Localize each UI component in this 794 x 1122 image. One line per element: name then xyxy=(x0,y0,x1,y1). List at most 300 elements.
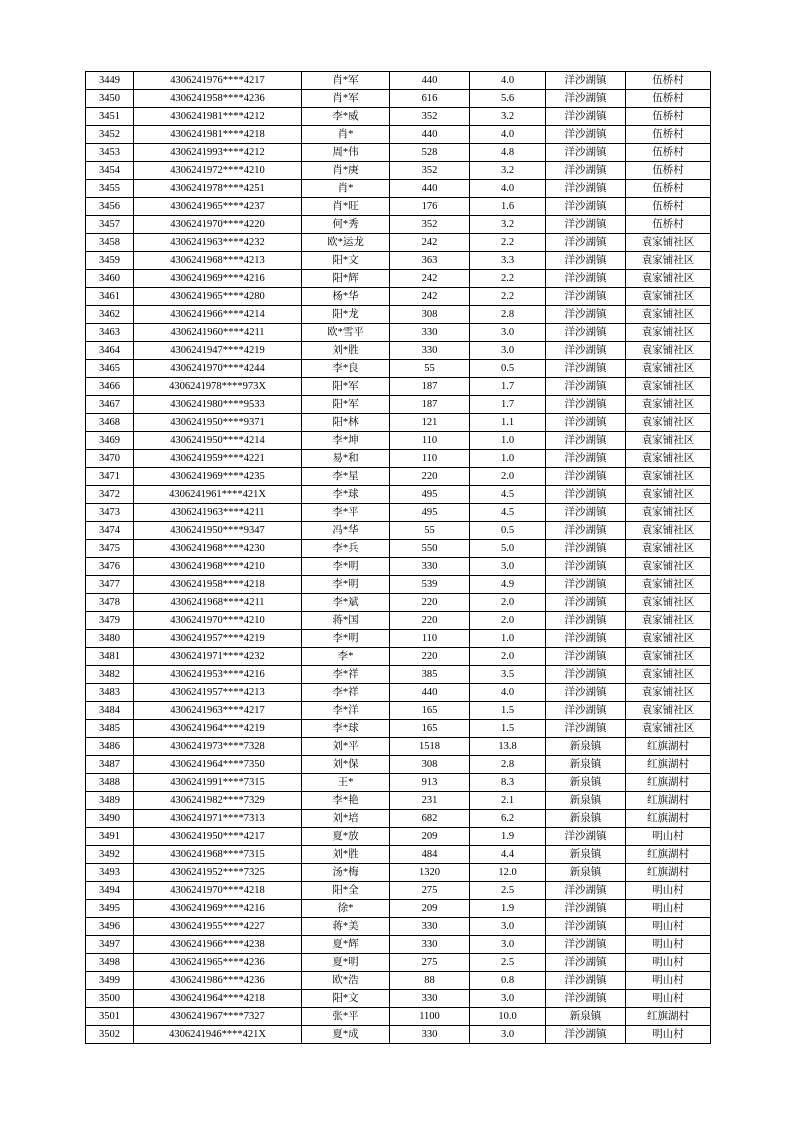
cell-masked-id-number: 4306241976****4217 xyxy=(134,72,302,90)
cell-rate: 3.0 xyxy=(470,918,546,936)
cell-town: 洋沙湖镇 xyxy=(546,342,626,360)
cell-amount: 1518 xyxy=(390,738,470,756)
cell-rate: 3.5 xyxy=(470,666,546,684)
cell-village: 袁家铺社区 xyxy=(626,468,711,486)
cell-masked-name: 欧*浩 xyxy=(302,972,390,990)
cell-rate: 3.3 xyxy=(470,252,546,270)
table-row xyxy=(86,270,711,288)
cell-town: 洋沙湖镇 xyxy=(546,108,626,126)
cell-rate: 3.0 xyxy=(470,342,546,360)
table-row xyxy=(86,522,711,540)
cell-amount: 242 xyxy=(390,288,470,306)
cell-amount: 55 xyxy=(390,360,470,378)
cell-village: 袁家铺社区 xyxy=(626,396,711,414)
cell-serial-number: 3469 xyxy=(86,432,134,450)
cell-rate: 1.9 xyxy=(470,828,546,846)
cell-rate: 4.0 xyxy=(470,126,546,144)
cell-amount: 1100 xyxy=(390,1008,470,1026)
cell-masked-name: 蒋*国 xyxy=(302,612,390,630)
cell-masked-name: 李*斌 xyxy=(302,594,390,612)
cell-masked-id-number: 4306241966****4238 xyxy=(134,936,302,954)
cell-rate: 3.2 xyxy=(470,216,546,234)
cell-rate: 1.7 xyxy=(470,378,546,396)
cell-amount: 682 xyxy=(390,810,470,828)
cell-amount: 330 xyxy=(390,1026,470,1044)
cell-masked-id-number: 4306241964****4218 xyxy=(134,990,302,1008)
cell-masked-name: 阳*辉 xyxy=(302,270,390,288)
cell-amount: 242 xyxy=(390,270,470,288)
cell-town: 洋沙湖镇 xyxy=(546,486,626,504)
cell-masked-id-number: 4306241980****9533 xyxy=(134,396,302,414)
cell-rate: 1.1 xyxy=(470,414,546,432)
cell-rate: 2.8 xyxy=(470,756,546,774)
cell-masked-name: 刘*培 xyxy=(302,810,390,828)
cell-rate: 13.8 xyxy=(470,738,546,756)
cell-serial-number: 3482 xyxy=(86,666,134,684)
cell-rate: 4.4 xyxy=(470,846,546,864)
cell-serial-number: 3488 xyxy=(86,774,134,792)
cell-amount: 209 xyxy=(390,900,470,918)
cell-town: 洋沙湖镇 xyxy=(546,414,626,432)
cell-rate: 0.8 xyxy=(470,972,546,990)
table-row xyxy=(86,306,711,324)
cell-serial-number: 3470 xyxy=(86,450,134,468)
cell-serial-number: 3491 xyxy=(86,828,134,846)
cell-town: 洋沙湖镇 xyxy=(546,306,626,324)
cell-serial-number: 3453 xyxy=(86,144,134,162)
table-row xyxy=(86,702,711,720)
cell-amount: 528 xyxy=(390,144,470,162)
cell-town: 洋沙湖镇 xyxy=(546,594,626,612)
cell-amount: 352 xyxy=(390,108,470,126)
cell-amount: 1320 xyxy=(390,864,470,882)
cell-town: 洋沙湖镇 xyxy=(546,270,626,288)
cell-amount: 220 xyxy=(390,612,470,630)
cell-amount: 330 xyxy=(390,918,470,936)
cell-town: 新泉镇 xyxy=(546,756,626,774)
cell-masked-name: 肖* xyxy=(302,180,390,198)
cell-masked-name: 刘*平 xyxy=(302,738,390,756)
cell-serial-number: 3497 xyxy=(86,936,134,954)
cell-village: 伍桥村 xyxy=(626,108,711,126)
cell-amount: 110 xyxy=(390,450,470,468)
table-row xyxy=(86,918,711,936)
table-row xyxy=(86,450,711,468)
cell-amount: 330 xyxy=(390,936,470,954)
cell-town: 新泉镇 xyxy=(546,1008,626,1026)
cell-masked-name: 夏*明 xyxy=(302,954,390,972)
cell-masked-name: 徐* xyxy=(302,900,390,918)
cell-village: 红旗湖村 xyxy=(626,792,711,810)
cell-masked-id-number: 4306241971****4232 xyxy=(134,648,302,666)
cell-serial-number: 3461 xyxy=(86,288,134,306)
cell-town: 洋沙湖镇 xyxy=(546,432,626,450)
cell-serial-number: 3485 xyxy=(86,720,134,738)
cell-serial-number: 3468 xyxy=(86,414,134,432)
cell-town: 洋沙湖镇 xyxy=(546,144,626,162)
cell-amount: 275 xyxy=(390,882,470,900)
cell-masked-id-number: 4306241965****4280 xyxy=(134,288,302,306)
cell-village: 红旗湖村 xyxy=(626,810,711,828)
cell-village: 伍桥村 xyxy=(626,216,711,234)
table-row xyxy=(86,324,711,342)
cell-town: 洋沙湖镇 xyxy=(546,828,626,846)
cell-masked-name: 李*明 xyxy=(302,558,390,576)
cell-amount: 539 xyxy=(390,576,470,594)
table-row xyxy=(86,72,711,90)
cell-village: 伍桥村 xyxy=(626,126,711,144)
cell-masked-id-number: 4306241963****4211 xyxy=(134,504,302,522)
cell-masked-name: 李*星 xyxy=(302,468,390,486)
cell-rate: 2.0 xyxy=(470,594,546,612)
cell-town: 洋沙湖镇 xyxy=(546,378,626,396)
cell-serial-number: 3494 xyxy=(86,882,134,900)
cell-masked-name: 张*平 xyxy=(302,1008,390,1026)
cell-town: 洋沙湖镇 xyxy=(546,972,626,990)
cell-village: 明山村 xyxy=(626,828,711,846)
cell-amount: 110 xyxy=(390,630,470,648)
cell-town: 洋沙湖镇 xyxy=(546,288,626,306)
cell-village: 袁家铺社区 xyxy=(626,306,711,324)
table-row xyxy=(86,882,711,900)
cell-village: 袁家铺社区 xyxy=(626,450,711,468)
table-row xyxy=(86,576,711,594)
cell-rate: 2.8 xyxy=(470,306,546,324)
cell-serial-number: 3481 xyxy=(86,648,134,666)
cell-rate: 2.0 xyxy=(470,468,546,486)
cell-masked-name: 周*伟 xyxy=(302,144,390,162)
cell-village: 袁家铺社区 xyxy=(626,234,711,252)
cell-masked-id-number: 4306241950****4217 xyxy=(134,828,302,846)
cell-village: 红旗湖村 xyxy=(626,738,711,756)
cell-amount: 385 xyxy=(390,666,470,684)
table-row xyxy=(86,954,711,972)
cell-masked-id-number: 4306241981****4212 xyxy=(134,108,302,126)
cell-masked-name: 肖*旺 xyxy=(302,198,390,216)
cell-masked-id-number: 4306241970****4210 xyxy=(134,612,302,630)
cell-masked-name: 肖*庚 xyxy=(302,162,390,180)
cell-amount: 440 xyxy=(390,684,470,702)
table-row xyxy=(86,468,711,486)
table-row xyxy=(86,648,711,666)
cell-masked-name: 夏*辉 xyxy=(302,936,390,954)
cell-amount: 308 xyxy=(390,756,470,774)
cell-serial-number: 3492 xyxy=(86,846,134,864)
table-row xyxy=(86,864,711,882)
cell-masked-id-number: 4306241973****7328 xyxy=(134,738,302,756)
cell-serial-number: 3455 xyxy=(86,180,134,198)
cell-masked-id-number: 4306241968****4230 xyxy=(134,540,302,558)
cell-serial-number: 3487 xyxy=(86,756,134,774)
cell-rate: 5.0 xyxy=(470,540,546,558)
cell-town: 洋沙湖镇 xyxy=(546,720,626,738)
cell-masked-name: 阳*林 xyxy=(302,414,390,432)
cell-serial-number: 3500 xyxy=(86,990,134,1008)
cell-masked-name: 欧*雪平 xyxy=(302,324,390,342)
cell-rate: 2.1 xyxy=(470,792,546,810)
cell-masked-name: 阳*龙 xyxy=(302,306,390,324)
cell-rate: 1.0 xyxy=(470,630,546,648)
cell-rate: 3.0 xyxy=(470,1026,546,1044)
cell-masked-id-number: 4306241978****973X xyxy=(134,378,302,396)
cell-village: 袁家铺社区 xyxy=(626,486,711,504)
cell-town: 新泉镇 xyxy=(546,864,626,882)
cell-masked-id-number: 4306241957****4213 xyxy=(134,684,302,702)
cell-village: 袁家铺社区 xyxy=(626,576,711,594)
table-row xyxy=(86,108,711,126)
cell-village: 袁家铺社区 xyxy=(626,522,711,540)
cell-amount: 495 xyxy=(390,486,470,504)
cell-serial-number: 3502 xyxy=(86,1026,134,1044)
table-row xyxy=(86,666,711,684)
cell-village: 红旗湖村 xyxy=(626,756,711,774)
cell-town: 洋沙湖镇 xyxy=(546,90,626,108)
cell-masked-name: 李* xyxy=(302,648,390,666)
cell-masked-id-number: 4306241965****4237 xyxy=(134,198,302,216)
cell-rate: 2.5 xyxy=(470,882,546,900)
table-row xyxy=(86,90,711,108)
cell-serial-number: 3457 xyxy=(86,216,134,234)
cell-village: 袁家铺社区 xyxy=(626,666,711,684)
cell-masked-name: 何*秀 xyxy=(302,216,390,234)
cell-village: 伍桥村 xyxy=(626,72,711,90)
cell-rate: 2.5 xyxy=(470,954,546,972)
cell-masked-name: 阳*文 xyxy=(302,252,390,270)
cell-masked-name: 肖* xyxy=(302,126,390,144)
cell-rate: 3.0 xyxy=(470,990,546,1008)
cell-village: 袁家铺社区 xyxy=(626,270,711,288)
cell-village: 袁家铺社区 xyxy=(626,702,711,720)
cell-village: 伍桥村 xyxy=(626,180,711,198)
cell-masked-id-number: 4306241961****421X xyxy=(134,486,302,504)
cell-serial-number: 3459 xyxy=(86,252,134,270)
cell-serial-number: 3456 xyxy=(86,198,134,216)
cell-town: 洋沙湖镇 xyxy=(546,126,626,144)
cell-masked-id-number: 4306241963****4217 xyxy=(134,702,302,720)
cell-amount: 242 xyxy=(390,234,470,252)
cell-rate: 10.0 xyxy=(470,1008,546,1026)
table-row xyxy=(86,828,711,846)
cell-masked-name: 杨*华 xyxy=(302,288,390,306)
cell-village: 明山村 xyxy=(626,972,711,990)
cell-amount: 275 xyxy=(390,954,470,972)
cell-amount: 440 xyxy=(390,126,470,144)
cell-village: 袁家铺社区 xyxy=(626,414,711,432)
cell-serial-number: 3476 xyxy=(86,558,134,576)
cell-serial-number: 3496 xyxy=(86,918,134,936)
cell-rate: 1.0 xyxy=(470,450,546,468)
cell-masked-id-number: 4306241970****4220 xyxy=(134,216,302,234)
cell-masked-name: 李*艳 xyxy=(302,792,390,810)
cell-rate: 4.5 xyxy=(470,486,546,504)
cell-amount: 231 xyxy=(390,792,470,810)
cell-rate: 4.5 xyxy=(470,504,546,522)
cell-town: 洋沙湖镇 xyxy=(546,234,626,252)
cell-masked-id-number: 4306241950****9371 xyxy=(134,414,302,432)
cell-rate: 1.7 xyxy=(470,396,546,414)
cell-amount: 495 xyxy=(390,504,470,522)
cell-town: 洋沙湖镇 xyxy=(546,360,626,378)
cell-masked-name: 阳*全 xyxy=(302,882,390,900)
cell-town: 洋沙湖镇 xyxy=(546,612,626,630)
cell-masked-name: 冯*华 xyxy=(302,522,390,540)
records-table xyxy=(85,71,711,1044)
cell-amount: 913 xyxy=(390,774,470,792)
cell-village: 伍桥村 xyxy=(626,198,711,216)
cell-serial-number: 3460 xyxy=(86,270,134,288)
cell-masked-name: 李*兵 xyxy=(302,540,390,558)
cell-amount: 352 xyxy=(390,162,470,180)
table-row xyxy=(86,558,711,576)
cell-town: 洋沙湖镇 xyxy=(546,252,626,270)
cell-amount: 550 xyxy=(390,540,470,558)
cell-serial-number: 3454 xyxy=(86,162,134,180)
table-row xyxy=(86,486,711,504)
cell-serial-number: 3465 xyxy=(86,360,134,378)
cell-village: 袁家铺社区 xyxy=(626,324,711,342)
cell-serial-number: 3501 xyxy=(86,1008,134,1026)
cell-serial-number: 3475 xyxy=(86,540,134,558)
cell-masked-name: 刘*胜 xyxy=(302,342,390,360)
cell-rate: 6.2 xyxy=(470,810,546,828)
cell-serial-number: 3467 xyxy=(86,396,134,414)
cell-rate: 2.0 xyxy=(470,648,546,666)
cell-amount: 55 xyxy=(390,522,470,540)
cell-serial-number: 3471 xyxy=(86,468,134,486)
cell-town: 新泉镇 xyxy=(546,774,626,792)
cell-town: 洋沙湖镇 xyxy=(546,180,626,198)
table-row xyxy=(86,126,711,144)
table-row xyxy=(86,810,711,828)
cell-town: 洋沙湖镇 xyxy=(546,450,626,468)
cell-masked-name: 易*和 xyxy=(302,450,390,468)
cell-serial-number: 3450 xyxy=(86,90,134,108)
table-body xyxy=(86,72,711,1044)
table-row xyxy=(86,162,711,180)
cell-village: 明山村 xyxy=(626,900,711,918)
cell-town: 洋沙湖镇 xyxy=(546,630,626,648)
cell-rate: 2.2 xyxy=(470,234,546,252)
table-row xyxy=(86,180,711,198)
cell-serial-number: 3490 xyxy=(86,810,134,828)
cell-village: 袁家铺社区 xyxy=(626,432,711,450)
cell-masked-id-number: 4306241959****4221 xyxy=(134,450,302,468)
cell-masked-name: 阳*文 xyxy=(302,990,390,1008)
cell-rate: 2.0 xyxy=(470,612,546,630)
cell-masked-id-number: 4306241968****7315 xyxy=(134,846,302,864)
cell-village: 袁家铺社区 xyxy=(626,558,711,576)
cell-town: 洋沙湖镇 xyxy=(546,162,626,180)
cell-town: 洋沙湖镇 xyxy=(546,504,626,522)
cell-amount: 110 xyxy=(390,432,470,450)
cell-town: 洋沙湖镇 xyxy=(546,540,626,558)
table-row xyxy=(86,792,711,810)
cell-village: 伍桥村 xyxy=(626,90,711,108)
cell-village: 红旗湖村 xyxy=(626,846,711,864)
cell-village: 袁家铺社区 xyxy=(626,720,711,738)
cell-village: 明山村 xyxy=(626,882,711,900)
cell-serial-number: 3451 xyxy=(86,108,134,126)
cell-amount: 220 xyxy=(390,594,470,612)
cell-masked-name: 刘*胜 xyxy=(302,846,390,864)
cell-serial-number: 3480 xyxy=(86,630,134,648)
cell-rate: 2.2 xyxy=(470,288,546,306)
cell-masked-name: 李*良 xyxy=(302,360,390,378)
cell-masked-id-number: 4306241965****4236 xyxy=(134,954,302,972)
cell-rate: 1.5 xyxy=(470,720,546,738)
table-row xyxy=(86,234,711,252)
cell-serial-number: 3486 xyxy=(86,738,134,756)
cell-town: 洋沙湖镇 xyxy=(546,576,626,594)
cell-amount: 220 xyxy=(390,468,470,486)
table-row xyxy=(86,432,711,450)
cell-serial-number: 3493 xyxy=(86,864,134,882)
cell-amount: 165 xyxy=(390,702,470,720)
cell-town: 洋沙湖镇 xyxy=(546,396,626,414)
cell-rate: 1.6 xyxy=(470,198,546,216)
cell-rate: 1.5 xyxy=(470,702,546,720)
table-row xyxy=(86,936,711,954)
cell-masked-id-number: 4306241969****4216 xyxy=(134,270,302,288)
cell-town: 洋沙湖镇 xyxy=(546,702,626,720)
cell-masked-name: 阳*军 xyxy=(302,378,390,396)
cell-masked-id-number: 4306241991****7315 xyxy=(134,774,302,792)
cell-rate: 3.0 xyxy=(470,558,546,576)
cell-masked-name: 王* xyxy=(302,774,390,792)
cell-masked-id-number: 4306241952****7325 xyxy=(134,864,302,882)
cell-village: 红旗湖村 xyxy=(626,774,711,792)
cell-village: 袁家铺社区 xyxy=(626,252,711,270)
cell-masked-id-number: 4306241964****4219 xyxy=(134,720,302,738)
cell-rate: 4.9 xyxy=(470,576,546,594)
table-row xyxy=(86,720,711,738)
cell-masked-name: 李*洋 xyxy=(302,702,390,720)
cell-masked-id-number: 4306241958****4218 xyxy=(134,576,302,594)
cell-town: 新泉镇 xyxy=(546,792,626,810)
cell-rate: 12.0 xyxy=(470,864,546,882)
table-row xyxy=(86,972,711,990)
table-row xyxy=(86,198,711,216)
cell-masked-name: 阳*军 xyxy=(302,396,390,414)
cell-town: 洋沙湖镇 xyxy=(546,198,626,216)
cell-masked-id-number: 4306241955****4227 xyxy=(134,918,302,936)
cell-serial-number: 3463 xyxy=(86,324,134,342)
cell-masked-name: 汤*梅 xyxy=(302,864,390,882)
cell-serial-number: 3474 xyxy=(86,522,134,540)
cell-masked-id-number: 4306241968****4213 xyxy=(134,252,302,270)
cell-town: 洋沙湖镇 xyxy=(546,522,626,540)
cell-amount: 330 xyxy=(390,324,470,342)
cell-amount: 363 xyxy=(390,252,470,270)
cell-rate: 4.0 xyxy=(470,684,546,702)
cell-masked-id-number: 4306241978****4251 xyxy=(134,180,302,198)
cell-rate: 4.8 xyxy=(470,144,546,162)
table-row xyxy=(86,594,711,612)
cell-rate: 0.5 xyxy=(470,360,546,378)
cell-masked-name: 李*祥 xyxy=(302,684,390,702)
table-row xyxy=(86,288,711,306)
cell-masked-id-number: 4306241946****421X xyxy=(134,1026,302,1044)
cell-serial-number: 3477 xyxy=(86,576,134,594)
cell-village: 明山村 xyxy=(626,990,711,1008)
cell-rate: 1.0 xyxy=(470,432,546,450)
cell-masked-id-number: 4306241972****4210 xyxy=(134,162,302,180)
cell-serial-number: 3449 xyxy=(86,72,134,90)
cell-village: 袁家铺社区 xyxy=(626,630,711,648)
cell-amount: 165 xyxy=(390,720,470,738)
table-row xyxy=(86,360,711,378)
table-row xyxy=(86,774,711,792)
